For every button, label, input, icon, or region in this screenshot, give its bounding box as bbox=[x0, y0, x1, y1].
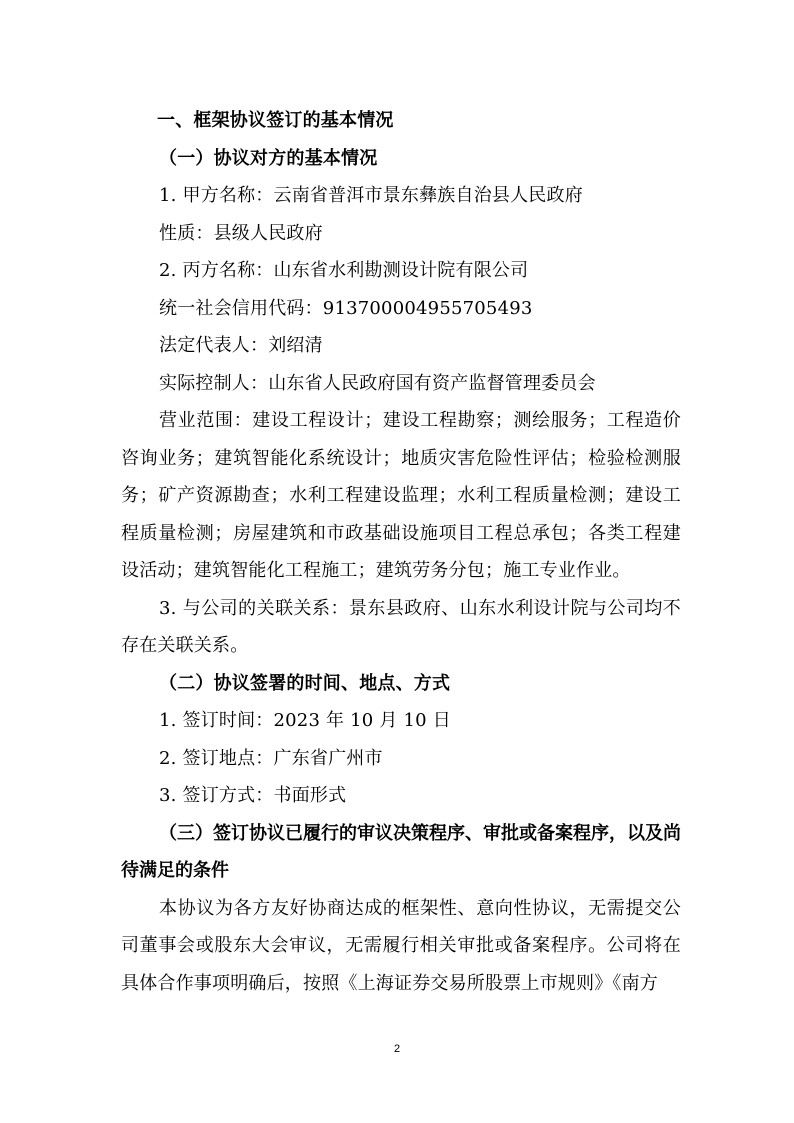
heading-framework-agreement: 一、框架协议签订的基本情况 bbox=[157, 110, 394, 131]
signing-method: 3. 签订方式：书面形式 bbox=[159, 785, 347, 806]
section1-title: （一）协议对方的基本情况 bbox=[159, 147, 378, 169]
party-c-name: 2. 丙方名称：山东省水利勘测设计院有限公司 bbox=[159, 260, 529, 281]
section3-body: 本协议为各方友好协商达成的框架性、意向性协议，无需提交公司董事会或股东大会审议，无需履行相关审批或备案程序。公司将在具体合作事项明确后，按照《上海证券交易所股票上市规则》《南方 bbox=[121, 897, 681, 994]
legal-representative: 法定代表人：刘绍清 bbox=[159, 335, 323, 356]
credit-code: 统一社会信用代码：913700004955705493 bbox=[159, 297, 533, 319]
signing-time: 1. 签订时间：2023 年 10 月 10 日 bbox=[159, 710, 451, 731]
signing-place: 2. 签订地点：广东省广州市 bbox=[159, 747, 383, 769]
related-party-relation: 3. 与公司的关联关系：景东县政府、山东水利设计院与公司均不存在关联关系。 bbox=[121, 597, 681, 656]
party-a-name: 1. 甲方名称：云南省普洱市景东彝族自治县人民政府 bbox=[159, 185, 583, 206]
section3-title: （三）签订协议已履行的审议决策程序、审批或备案程序，以及尚待满足的条件 bbox=[121, 822, 681, 881]
actual-controller: 实际控制人：山东省人民政府国有资产监督管理委员会 bbox=[159, 372, 596, 394]
section2-title: （二）协议签署的时间、地点、方式 bbox=[159, 672, 451, 694]
page-number: 2 bbox=[393, 1043, 401, 1055]
document-body bbox=[121, 102, 681, 1002]
party-a-nature: 性质：县级人民政府 bbox=[159, 222, 323, 244]
business-scope: 营业范围：建设工程设计；建设工程勘察；测绘服务；工程造价咨询业务；建筑智能化系统设计；地质灾害危险性评估；检验检测服务；矿产资源勘查；水利工程建设监理；水利工程质量检测；建设工程质量检测；房屋建筑和市政基础设施项目工程总承包；各类工程建设活动；建筑智能化工程施工；建筑劳务分包；施工专业作业。 bbox=[121, 410, 681, 581]
